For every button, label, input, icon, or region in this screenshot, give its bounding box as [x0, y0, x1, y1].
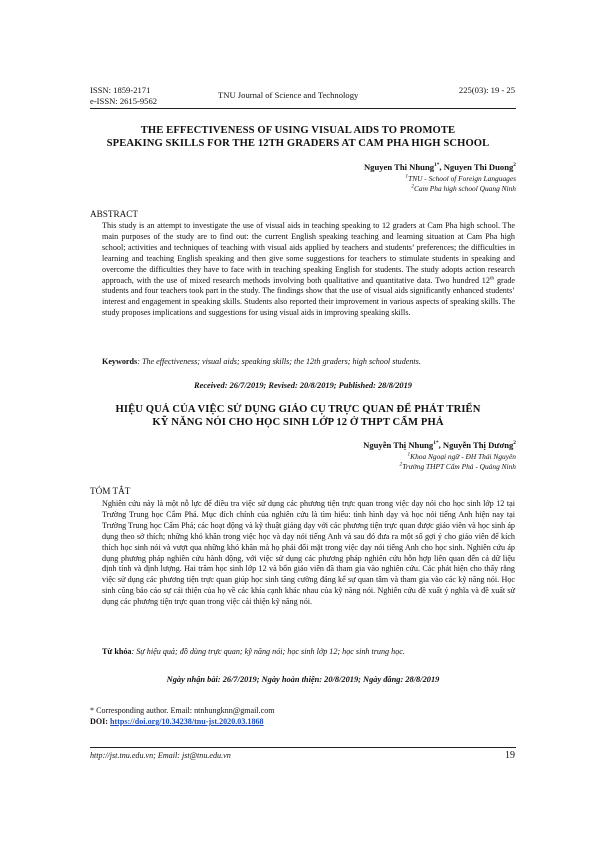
english-title [78, 124, 518, 150]
aff2-text: Cam Pha high school Quang Ninh [413, 184, 516, 193]
aff2-sup: 2 [411, 183, 414, 190]
abstract-part-a: This study is an attempt to investigate the use of visual aids in teaching speaking to 12 graders at Cam Pha high school. The main purposes of the study are to find out: the current English speaking teaching and learning situation at Cam Pha high school; activities and techniques of teaching with visual aids applied by teachers and students’ preferences; the difficulties in learning and teaching English speaking and then give some suggestions for teachers to stimulate students in speaking and overcome the difficulties they have to face with in teaching speaking English for students. The study adopts action research approach, with the use of mixed research methods involving both qualitative and quantitative data. Two hundred 12 [102, 221, 515, 285]
vn-author1-sup: 1* [433, 440, 439, 447]
abstract-sup: th [489, 274, 495, 281]
aff1-sup: 1 [405, 173, 409, 180]
doi-label: DOI: [90, 717, 111, 726]
vn-keywords-text: : Sự hiệu quả; đồ dùng trực quan; kỹ năng nói; học sinh lớp 12; học sinh trung học. [131, 647, 405, 656]
header-rule [90, 108, 516, 109]
vietnamese-title-line1: HIỆU QUẢ CỦA VIỆC SỬ DỤNG GIÁO CỤ TRỰC QUAN ĐỂ PHÁT TRIỂN [115, 404, 481, 415]
doi-line [90, 717, 264, 728]
issn: ISSN: 1859-2171 [90, 85, 151, 95]
vietnamese-dates: Ngày nhận bài: 26/7/2019; Ngày hoàn thiện: 20/8/2019; Ngày đăng: 28/8/2019 [166, 675, 440, 684]
vietnamese-affiliation-1 [407, 452, 516, 462]
vn-author2-name: Nguyễn Thị Dương [442, 440, 514, 450]
english-title-line2: SPEAKING SKILLS FOR THE 12TH GRADERS AT CAM PHA HIGH SCHOOL [106, 138, 490, 149]
vietnamese-title-line2: KỸ NĂNG NÓI CHO HỌC SINH LỚP 12 Ở THPT CẨM PHẢ [152, 417, 444, 428]
eissn: e-ISSN: 2615-9562 [90, 96, 158, 106]
vietnamese-keywords [102, 647, 515, 658]
english-authors [364, 162, 516, 173]
vn-author-separator: , [438, 440, 443, 450]
abstract-part-b: grade students and four teachers took part in the study. The findings show that the use of visual aids significantly enhanced students’ interest and engagement in speaking skills. Students also reported their improvement in various aspects of speaking skills. The study proposes implications and suggestions for using visual aids in improving speaking skills. [102, 275, 515, 318]
vn-keywords-label: Từ khóa [102, 647, 132, 656]
vn-aff1-sup: 1 [407, 451, 411, 458]
english-abstract [102, 221, 515, 319]
english-title-line1: THE EFFECTIVENESS OF USING VISUAL AIDS TO PROMOTE [140, 125, 456, 136]
vn-aff1-text: Khoa Ngoại ngữ - ĐH Thái Nguyên [410, 452, 516, 461]
english-affiliation-1 [405, 174, 516, 184]
tom-tat-heading: TÓM TẮT [90, 486, 131, 496]
aff1-text: TNU - School of Foreign Languages [408, 174, 516, 183]
author2-name: Nguyen Thi Duong [443, 162, 514, 172]
english-keywords [102, 357, 515, 368]
vn-author2-sup: 2 [513, 440, 516, 447]
author1-sup: 1* [434, 162, 440, 169]
page-number: 19 [505, 750, 515, 761]
vietnamese-authors [363, 440, 516, 451]
keywords-label: Keywords [102, 357, 138, 366]
author2-sup: 2 [513, 162, 516, 169]
vietnamese-title [78, 403, 518, 429]
journal-name: TNU Journal of Science and Technology [218, 90, 359, 100]
english-dates: Received: 26/7/2019; Revised: 20/8/2019; Published: 28/8/2019 [194, 381, 412, 390]
issn-block [90, 85, 157, 107]
author-separator: , [439, 162, 444, 172]
corresponding-author: * Corresponding author. Email: ntnhungknn@gmail.com [90, 706, 275, 715]
vn-author1-name: Nguyễn Thị Nhung [363, 440, 434, 450]
footer-site: http://jst.tnu.edu.vn; Email: jst@tnu.edu.vn [90, 751, 231, 760]
footer-rule [90, 747, 516, 748]
vn-aff2-sup: 2 [399, 461, 403, 468]
english-affiliation-2 [411, 184, 516, 194]
keywords-text: : The effectiveness; visual aids; speaking skills; the 12th graders; high school students. [137, 357, 421, 366]
vietnamese-abstract: Nghiên cứu này là một nỗ lực để điều tra việc sử dụng các phương tiện trực quan trong việc dạy nói cho học sinh lớp 12 tại Trường Trung học Cẩm Phả. Mục đích chính của nghiên cứu là tìm hiểu: tình hình dạy và học nói tiếng Anh hiện nay tại Trường Trung học Cẩm Phả; các hoạt động và kỹ thuật giảng dạy với các phương tiện trực quan được giáo viên và học sinh áp dụng theo sở thích; những khó khăn trong việc học và dạy nói tiếng Anh và sau đó đưa ra một số gợi ý cho giáo viên để kích thích học sinh nói và vượt qua những khó khăn mà họ phải đối mặt trong việc dạy nói tiếng Anh cho học sinh. Nghiên cứu áp dụng phương pháp nghiên cứu hành động, với việc sử dụng các phương pháp nghiên cứu hỗn hợp liên quan đến cả dữ liệu định tính và định lượng. Hai trăm học sinh lớp 12 và bốn giáo viên đã tham gia vào nghiên cứu. Các phát hiện cho thấy rằng việc sử dụng các phương tiện trực quan giúp học sinh tăng cường đáng kể sự quan tâm và tham gia vào các kỹ năng nói. Học sinh cũng báo cáo sự cải thiện của họ về các khía cạnh khác nhau của kỹ năng nói. Nghiên cứu đề xuất ý nghĩa và đề xuất sử dụng các phương tiện trực quan trong việc cải thiện kỹ năng nói. [102, 499, 515, 607]
doi-link[interactable]: https://doi.org/10.34238/tnu-jst.2020.03.1868 [110, 717, 264, 726]
author1-name: Nguyen Thi Nhung [363, 162, 435, 172]
abstract-heading: ABSTRACT [90, 209, 138, 219]
issue-pages: 225(03): 19 - 25 [458, 85, 515, 95]
vietnamese-affiliation-2 [400, 462, 517, 472]
vn-aff2-text: Trường THPT Cẩm Phả - Quảng Ninh [402, 462, 516, 471]
